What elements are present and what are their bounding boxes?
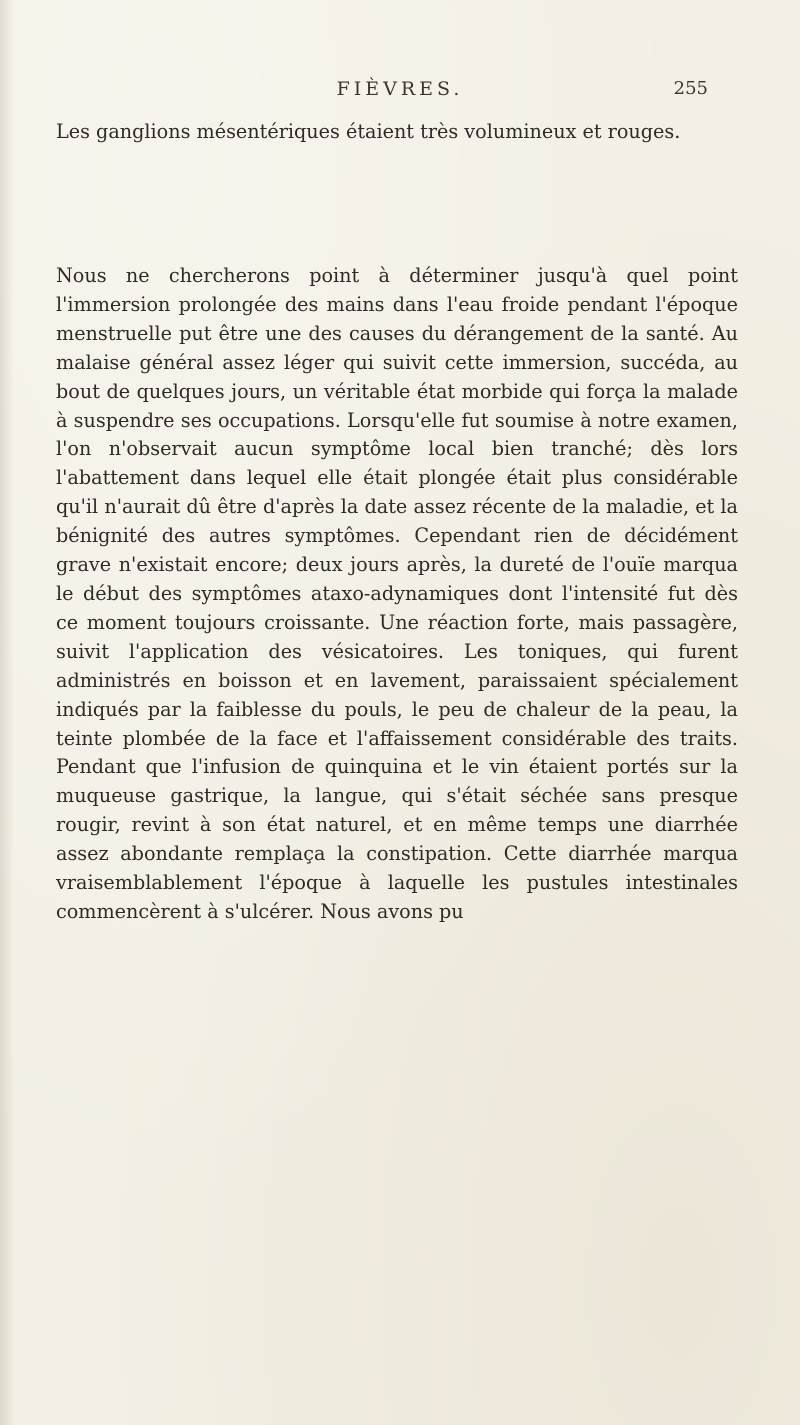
paragraph-1-text: Les ganglions mésentériques étaient très volumineux et rouges. [56,120,681,143]
paragraph-2-text: Nous ne chercherons point à déterminer jusqu'à quel point l'immersion prolongée des mains dans l'eau froide pendant l'époque menstruelle put être une des causes du dérangement de la santé. Au malaise général assez léger qui suivit cette immersion, succéda, au bout de quelques jours, un véritable état morbide qui força la malade à suspendre ses occupations. Lorsqu'elle fut soumise à notre examen, l'on n'observait aucun symptôme local bien tranché; dès lors l'abattement dans lequel elle était plongée était plus considérable qu'il n'aurait dû être d'après la date assez récente de la maladie, et la bénignité des autres symptômes. Cependant rien de décidément grave n'existait encore; deux jours après, la dureté de l'ouïe marqua le début des symptômes ataxo-adynamiques dont l'intensité fut dès ce moment toujours croissante. Une réaction forte, mais passagère, suivit l'application des vésicatoires. Les toniques, qui furent administrés en boisson et en lavement, paraissaient spécialement indiqués par la faiblesse du pouls, le peu de chaleur de la peau, la teinte plombée de la face et l'affaissement considérable des traits. Pendant que l'infusion de quinquina et le vin étaient portés sur la muqueuse gastrique, la langue, qui s'était séchée sans presque rougir, revint à son état naturel, et en même temps une diarrhée assez abondante remplaça la constipation. Cette diarrhée marqua vraisemblablement l'époque à laquelle les pustules intestinales commencèrent à s'ulcérer. Nous avons pu [56,264,738,923]
paragraph-1 [56,118,738,147]
page-edge-shadow [0,0,14,1425]
page-number: 255 [673,78,708,99]
paragraph-2 [56,262,738,927]
running-title: FIÈVRES. [336,78,464,100]
running-head [0,78,800,108]
